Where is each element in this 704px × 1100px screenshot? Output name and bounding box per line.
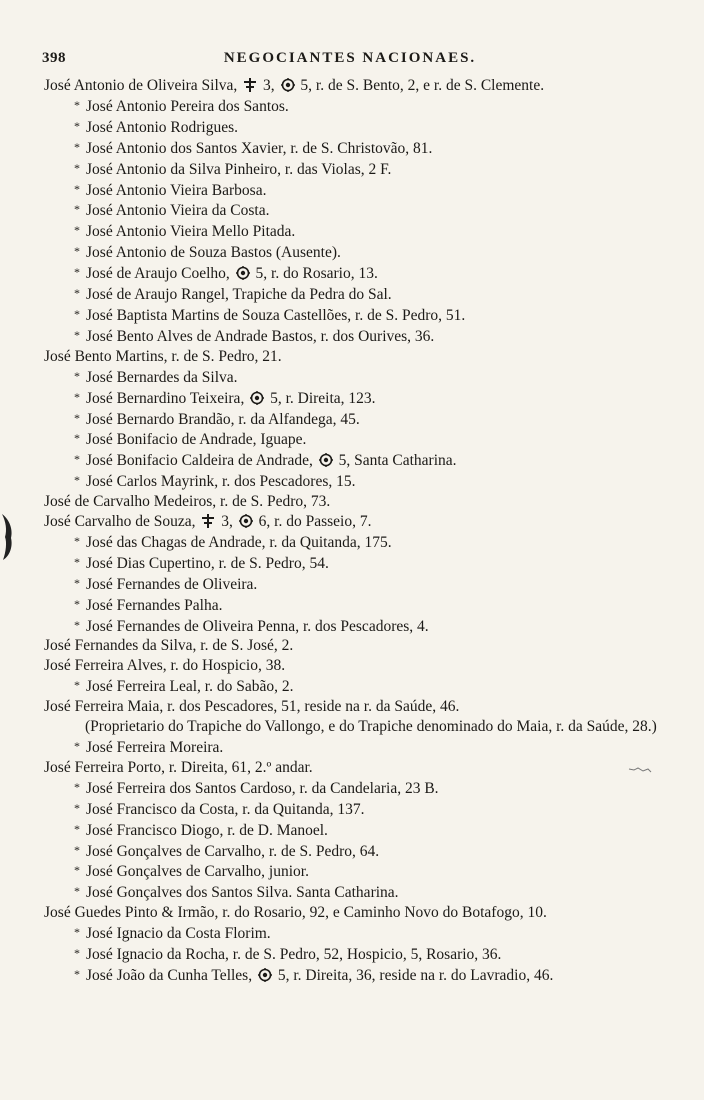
entry-text: José Antonio Pereira dos Santos.: [86, 97, 289, 115]
asterisk-mark: *: [74, 139, 80, 154]
directory-entry: [0, 965, 704, 986]
directory-entry: [0, 758, 704, 778]
directory-entry: [0, 737, 704, 758]
directory-entry: [0, 117, 704, 138]
merchant-directory-list: [0, 76, 704, 986]
asterisk-mark: *: [74, 966, 80, 981]
asterisk-mark: *: [74, 617, 80, 632]
entry-text: José Ferreira Moreira.: [86, 739, 224, 756]
entry-text: José Bernardino Teixeira, 5, r. Direita, 123.: [86, 389, 376, 407]
directory-entry: [0, 923, 704, 944]
asterisk-mark: *: [74, 327, 80, 342]
entry-text: José Fernandes de Oliveira Penna, r. dos Pescadores, 4.: [86, 617, 429, 635]
asterisk-mark: *: [74, 821, 80, 836]
asterisk-mark: *: [74, 842, 80, 857]
entry-text: José Ferreira Maia, r. dos Pescadores, 51, reside na r. da Saúde, 46.: [44, 698, 460, 716]
entry-text: José João da Cunha Telles, 5, r. Direita, 36, reside na r. do Lavradio, 46.: [86, 966, 554, 984]
order-rose-icon: [236, 266, 250, 280]
entry-text: José Ferreira Alves, r. do Hospicio, 38.: [44, 657, 286, 675]
directory-entry: [0, 553, 704, 574]
directory-entry: [0, 450, 704, 471]
entry-text: José Francisco da Costa, r. da Quitanda, 137.: [86, 800, 365, 818]
asterisk-mark: *: [74, 554, 80, 569]
directory-entry: [0, 429, 704, 450]
ink-blot-mark: [0, 512, 14, 562]
directory-entry: [0, 656, 704, 676]
directory-entry: [0, 697, 704, 717]
asterisk-mark: *: [74, 596, 80, 611]
entry-text: José de Araujo Rangel, Trapiche da Pedra do Sal.: [86, 286, 392, 304]
entry-text: José Ignacio da Costa Florim.: [86, 925, 271, 943]
entry-text: José Antonio Vieira Mello Pitada.: [86, 223, 296, 241]
asterisk-mark: *: [74, 181, 80, 196]
asterisk-mark: *: [74, 863, 80, 878]
entry-text: José Gonçalves de Carvalho, r. de S. Pedro, 64.: [86, 842, 380, 860]
directory-entry: [0, 326, 704, 347]
directory-entry: [0, 532, 704, 553]
entry-text: José Ferreira dos Santos Cardoso, r. da Candelaria, 23 B.: [86, 779, 439, 797]
running-title: NEGOCIANTES NACIONAES.: [223, 50, 477, 66]
asterisk-mark: *: [74, 389, 80, 404]
entry-text: José Antonio de Souza Bastos (Ausente).: [86, 244, 341, 262]
directory-entry: [0, 492, 704, 512]
asterisk-mark: *: [74, 306, 80, 321]
entry-text: José Carvalho de Souza, 3, 6, r. do Passeio, 7.: [44, 513, 372, 531]
entry-text: José Gonçalves dos Santos Silva. Santa Catharina.: [86, 884, 399, 902]
entry-text: José Ignacio da Rocha, r. de S. Pedro, 52, Hospicio, 5, Rosario, 36.: [86, 946, 502, 964]
directory-entry: [0, 388, 704, 409]
entry-text: José Bernardo Brandão, r. da Alfandega, 45.: [86, 410, 360, 428]
asterisk-mark: *: [74, 160, 80, 175]
directory-entry: [0, 841, 704, 862]
entry-text: José Francisco Diogo, r. de D. Manoel.: [86, 821, 328, 839]
directory-entry: [0, 616, 704, 637]
asterisk-mark: *: [74, 533, 80, 548]
asterisk-mark: *: [74, 410, 80, 425]
order-rose-icon: [281, 78, 295, 92]
directory-entry: [0, 882, 704, 903]
entry-text: José Antonio Rodrigues.: [86, 118, 238, 136]
order-cross-icon: [243, 78, 257, 92]
order-rose-icon: [239, 514, 253, 528]
directory-entry: [0, 180, 704, 201]
directory-entry: [0, 512, 704, 532]
directory-entry: [0, 574, 704, 595]
directory-entry: [0, 284, 704, 305]
entry-text: José Ferreira Leal, r. do Sabão, 2.: [86, 678, 294, 696]
directory-entry: [0, 861, 704, 882]
directory-entry: [0, 221, 704, 242]
asterisk-mark: *: [74, 202, 80, 217]
asterisk-mark: *: [74, 265, 80, 280]
directory-entry: [0, 242, 704, 263]
directory-entry: [0, 159, 704, 180]
order-rose-icon: [250, 391, 264, 405]
directory-entry: [0, 76, 704, 96]
order-rose-icon: [258, 968, 272, 982]
entry-text: José Fernandes da Silva, r. de S. José, 2.: [44, 637, 294, 655]
entry-text: José Fernandes de Oliveira.: [86, 575, 258, 593]
entry-text: José Antonio Vieira Barbosa.: [86, 181, 267, 199]
entry-text: José Antonio da Silva Pinheiro, r. das Violas, 2 F.: [86, 160, 392, 178]
asterisk-mark: *: [74, 431, 80, 446]
asterisk-mark: *: [74, 946, 80, 961]
entry-text: José Bonifacio Caldeira de Andrade, 5, Santa Catharina.: [86, 452, 457, 470]
entry-text: José Gonçalves de Carvalho, junior.: [86, 863, 309, 881]
directory-entry: [0, 636, 704, 656]
asterisk-mark: *: [74, 223, 80, 238]
asterisk-mark: *: [74, 739, 80, 753]
asterisk-mark: *: [74, 779, 80, 794]
page-number: 398: [42, 50, 66, 66]
asterisk-mark: *: [74, 800, 80, 815]
directory-entry: [0, 471, 704, 492]
asterisk-mark: *: [74, 925, 80, 940]
entry-text: José de Carvalho Medeiros, r. de S. Pedro, 73.: [44, 493, 331, 511]
directory-entry: [0, 944, 704, 965]
entry-text: José Bento Alves de Andrade Bastos, r. dos Ourives, 36.: [86, 327, 435, 345]
asterisk-mark: *: [74, 678, 80, 693]
directory-entry: [0, 409, 704, 430]
entry-text: José Fernandes Palha.: [86, 596, 223, 614]
entry-note: [0, 717, 704, 737]
directory-entry: [0, 263, 704, 284]
asterisk-mark: *: [74, 452, 80, 467]
entry-text: (Proprietario do Trapiche do Vallongo, e do Trapiche denominado do Maia, r. da Saúde, 28.): [85, 718, 657, 736]
entry-text: José Ferreira Porto, r. Direita, 61, 2.º andar.: [44, 758, 313, 776]
order-cross-icon: [201, 514, 215, 528]
entry-text: José Carlos Mayrink, r. dos Pescadores, 15.: [86, 473, 356, 491]
asterisk-mark: *: [74, 97, 80, 112]
entry-text: José Baptista Martins de Souza Castellões, r. de S. Pedro, 51.: [86, 306, 466, 324]
directory-entry: [0, 367, 704, 388]
directory-entry: [0, 595, 704, 616]
entry-text: José Antonio de Oliveira Silva, 3, 5, r. de S. Bento, 2, e r. de S. Clemente.: [44, 77, 545, 94]
ink-speck: [628, 766, 652, 774]
entry-text: José Antonio Vieira da Costa.: [86, 202, 270, 220]
entry-text: José das Chagas de Andrade, r. da Quitanda, 175.: [86, 533, 392, 551]
asterisk-mark: *: [74, 884, 80, 899]
directory-entry: [0, 676, 704, 697]
directory-entry: [0, 138, 704, 159]
entry-text: José Bernardes da Silva.: [86, 368, 238, 386]
order-rose-icon: [319, 453, 333, 467]
asterisk-mark: *: [74, 473, 80, 488]
entry-text: José de Araujo Coelho, 5, r. do Rosario, 13.: [86, 265, 378, 283]
entry-text: José Antonio dos Santos Xavier, r. de S. Christovão, 81.: [86, 139, 433, 157]
asterisk-mark: *: [74, 244, 80, 259]
page-header: [30, 50, 670, 76]
directory-entry: [0, 820, 704, 841]
directory-entry: [0, 347, 704, 367]
directory-entry: [0, 96, 704, 117]
asterisk-mark: *: [74, 118, 80, 133]
directory-entry: [0, 305, 704, 326]
entry-text: José Guedes Pinto & Irmão, r. do Rosario, 92, e Caminho Novo do Botafogo, 10.: [44, 904, 547, 922]
asterisk-mark: *: [74, 368, 80, 383]
directory-entry: [0, 200, 704, 221]
directory-entry: [0, 799, 704, 820]
directory-entry: [0, 778, 704, 799]
entry-text: José Dias Cupertino, r. de S. Pedro, 54.: [86, 554, 329, 572]
entry-text: José Bonifacio de Andrade, Iguape.: [86, 431, 307, 449]
entry-text: José Bento Martins, r. de S. Pedro, 21.: [44, 347, 282, 365]
directory-entry: [0, 903, 704, 923]
asterisk-mark: *: [74, 575, 80, 590]
asterisk-mark: *: [74, 286, 80, 301]
